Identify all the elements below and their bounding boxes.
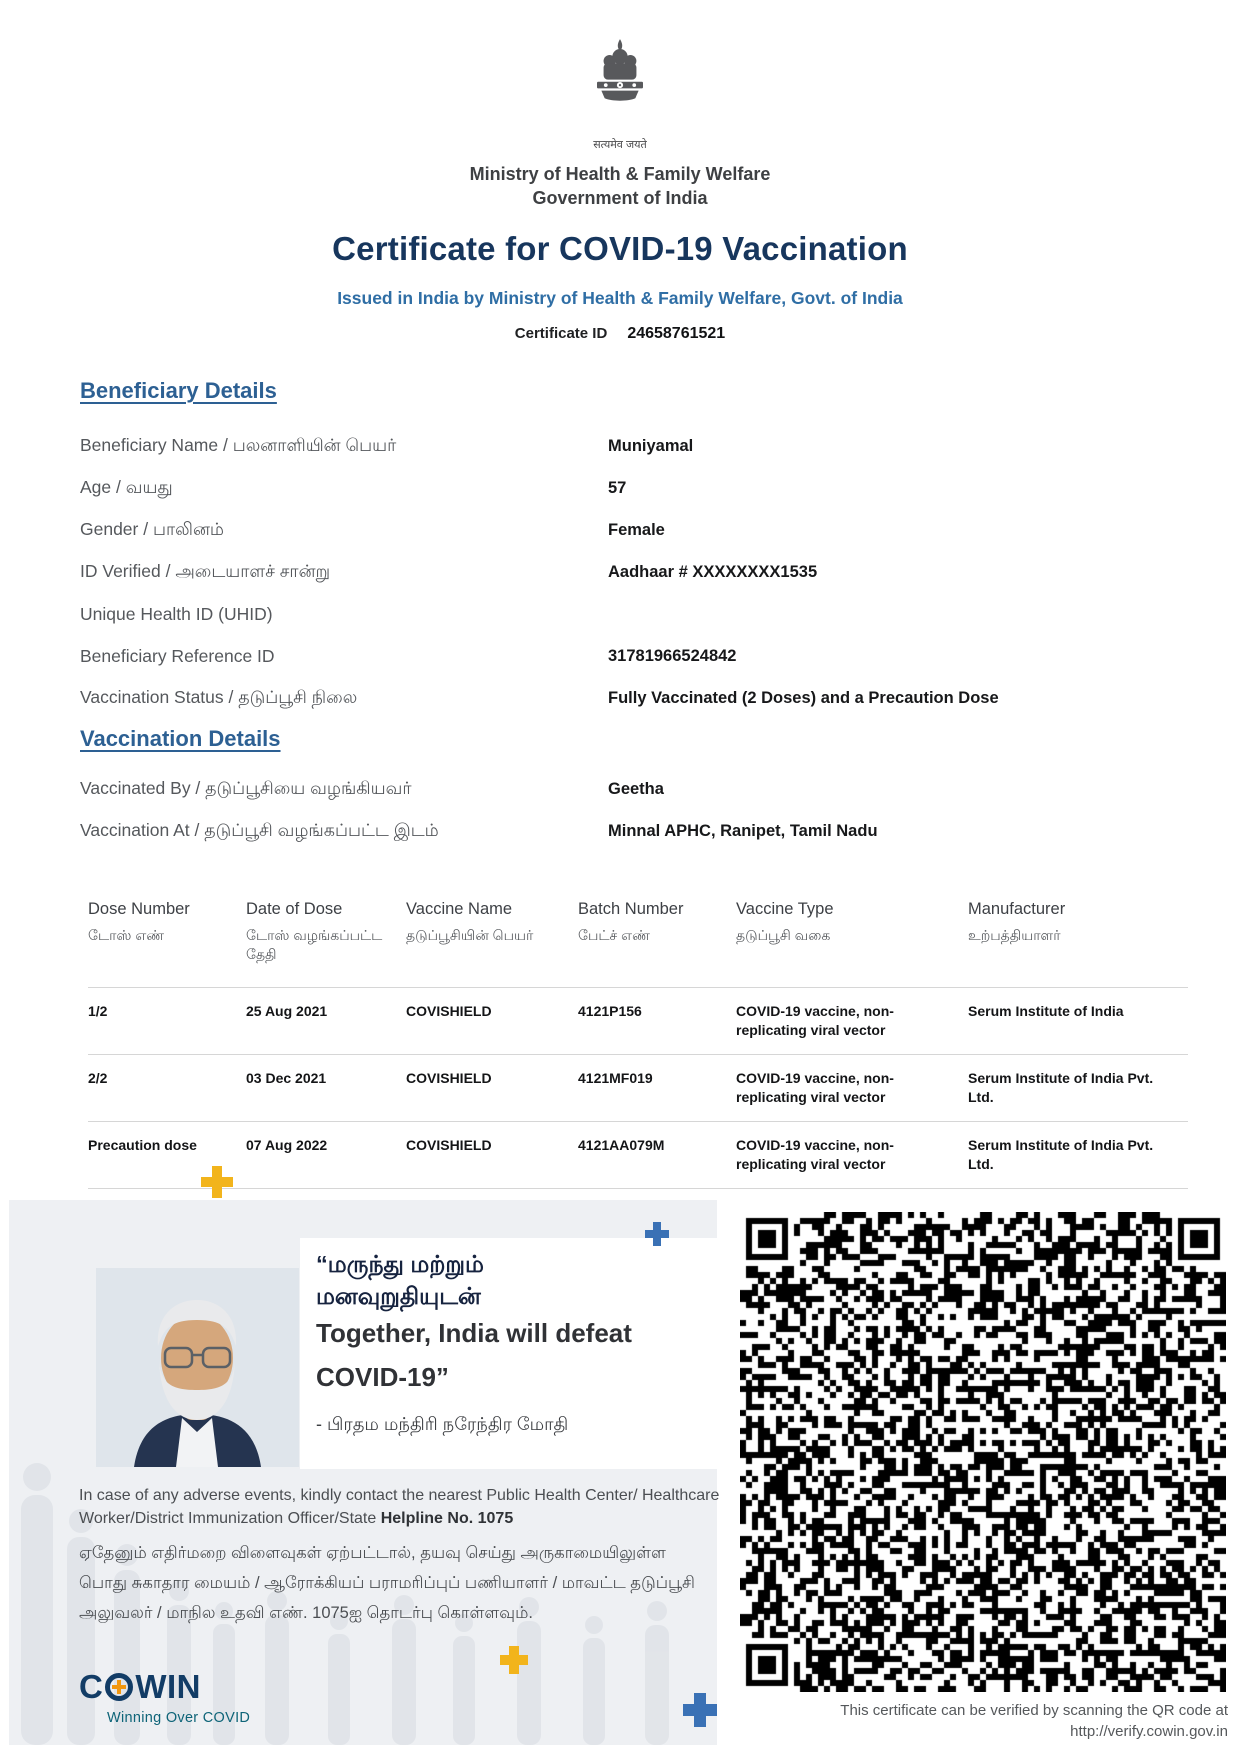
- quote-tamil-line2: மனவுறுதியுடன்: [316, 1283, 481, 1309]
- vaccination-details-heading: Vaccination Details: [80, 726, 281, 751]
- table-cell: COVISHIELD: [406, 988, 578, 1055]
- detail-row-vaccinated-by: [80, 768, 1200, 810]
- cowin-o-plus-icon: [105, 1673, 133, 1701]
- certificate-id-value: 24658761521: [627, 325, 726, 342]
- quote-tamil-line1: “மருந்து மற்றும்: [316, 1251, 484, 1277]
- field-value: Fully Vaccinated (2 Doses) and a Precaution Dose: [608, 688, 999, 707]
- field-value: Female: [608, 520, 665, 539]
- pm-portrait-image: [96, 1268, 299, 1467]
- detail-row-age: [80, 467, 1200, 509]
- plus-decoration-icon: [645, 1222, 669, 1246]
- ministry-line1: Ministry of Health & Family Welfare: [469, 164, 771, 184]
- table-cell: Precaution dose: [88, 1122, 246, 1189]
- field-label: Beneficiary Name / பலனாளியின் பெயர்: [80, 434, 397, 455]
- cowin-letter-c: C: [79, 1668, 104, 1705]
- detail-row-uhid: [80, 593, 1200, 635]
- vaccination-details-list: [80, 768, 1200, 852]
- column-header-date-of-dose: Date of Dose டோஸ் வழங்கப்பட்ட தேதி: [246, 900, 406, 988]
- table-cell: 4121P156: [578, 988, 736, 1055]
- ministry-line2: Government of India: [532, 188, 708, 208]
- certificate-id-row: [0, 325, 1240, 343]
- beneficiary-details-heading: Beneficiary Details: [80, 378, 277, 403]
- quote-english-line1: Together, India will defeat: [316, 1318, 632, 1348]
- column-header-manufacturer: Manufacturer உற்பத்தியாளர்: [968, 900, 1188, 988]
- field-label: Age / வயது: [80, 476, 173, 497]
- detail-row-reference-id: [80, 635, 1200, 677]
- table-cell: 03 Dec 2021: [246, 1055, 406, 1122]
- dose-table: [88, 900, 1188, 1189]
- pm-portrait: [96, 1268, 299, 1467]
- detail-row-vaccination-at: [80, 810, 1200, 852]
- field-label: Vaccination At / தடுப்பூசி வழங்கப்பட்ட இடம்: [80, 819, 439, 840]
- field-label: Vaccinated By / தடுப்பூசியை வழங்கியவர்: [80, 777, 412, 798]
- cowin-letters-win: WIN: [135, 1668, 201, 1705]
- table-cell: 4121AA079M: [578, 1122, 736, 1189]
- table-cell: Serum Institute of India: [968, 988, 1188, 1055]
- detail-row-beneficiary-name: [80, 425, 1200, 467]
- ashoka-emblem-icon: [587, 38, 653, 130]
- table-cell: 4121MF019: [578, 1055, 736, 1122]
- table-cell: COVISHIELD: [406, 1055, 578, 1122]
- table-cell: 2/2: [88, 1055, 246, 1122]
- cowin-tagline: Winning Over COVID: [107, 1710, 251, 1726]
- page-subtitle: Issued in India by Ministry of Health & Family Welfare, Govt. of India: [337, 288, 903, 308]
- field-label: ID Verified / அடையாளச் சான்று: [80, 560, 331, 581]
- plus-decoration-icon: [683, 1693, 717, 1727]
- column-header-batch-number: Batch Number பேட்ச் எண்: [578, 900, 736, 988]
- qr-code: [740, 1212, 1226, 1692]
- beneficiary-details-list: [80, 425, 1200, 719]
- table-cell: COVISHIELD: [406, 1122, 578, 1189]
- column-header-vaccine-type: Vaccine Type தடுப்பூசி வகை: [736, 900, 968, 988]
- field-value: Geetha: [608, 779, 664, 798]
- table-cell: Serum Institute of India Pvt. Ltd.: [968, 1055, 1188, 1122]
- adverse-events-text: In case of any adverse events, kindly contact the nearest Public Health Center/ Healthcare Worker/District Immunization Officer/State Helpline No. 1075: [79, 1487, 720, 1527]
- quote-attribution: - பிரதம மந்திரி நரேந்திர மோதி: [316, 1414, 569, 1434]
- field-value: 57: [608, 478, 627, 497]
- detail-row-id-verified: [80, 551, 1200, 593]
- table-cell: 07 Aug 2022: [246, 1122, 406, 1189]
- national-emblem: [0, 38, 1240, 152]
- emblem-motto: सत्यमेव जयते: [593, 139, 647, 151]
- field-label: Beneficiary Reference ID: [80, 645, 275, 666]
- field-label: Gender / பாலினம்: [80, 518, 224, 539]
- verify-text: This certificate can be verified by scanning the QR code at: [840, 1702, 1228, 1719]
- field-value: 31781966524842: [608, 646, 737, 665]
- detail-row-vaccination-status: [80, 677, 1200, 719]
- detail-row-gender: [80, 509, 1200, 551]
- ministry-header: [0, 162, 1240, 210]
- table-cell: 25 Aug 2021: [246, 988, 406, 1055]
- table-cell: Serum Institute of India Pvt. Ltd.: [968, 1122, 1188, 1189]
- cowin-logo: [79, 1668, 250, 1726]
- table-cell: COVID-19 vaccine, non-replicating viral vector: [736, 1055, 968, 1122]
- field-label: Vaccination Status / தடுப்பூசி நிலை: [80, 686, 358, 707]
- helpline-number: Helpline No. 1075: [380, 1510, 514, 1527]
- certificate-id-label: Certificate ID: [514, 325, 608, 342]
- adverse-events-text-tamil: ஏதேனும் எதிர்மறை விளைவுகள் ஏற்பட்டால், தயவு செய்து அருகாமையிலுள்ள பொது சுகாதார மையம் / ஆரோக்கியப் பராமரிப்புப் பணியாளர் / மாவட்ட தடுப்பூசி அலுவலர் / மாநில உதவி எண். 1075ஐ தொடர்பு கொள்ளவும்.: [79, 1544, 695, 1622]
- table-cell: COVID-19 vaccine, non-replicating viral vector: [736, 988, 968, 1055]
- table-cell: 1/2: [88, 988, 246, 1055]
- plus-decoration-icon: [500, 1646, 528, 1674]
- verify-note: [740, 1700, 1228, 1742]
- page-title: Certificate for COVID-19 Vaccination: [332, 230, 908, 267]
- column-header-vaccine-name: Vaccine Name தடுப்பூசியின் பெயர்: [406, 900, 578, 988]
- table-cell: COVID-19 vaccine, non-replicating viral vector: [736, 1122, 968, 1189]
- verify-url-link[interactable]: http://verify.cowin.gov.in: [1070, 1723, 1228, 1740]
- field-value: Muniyamal: [608, 436, 694, 455]
- quote-english-line2: COVID-19”: [316, 1362, 449, 1392]
- field-value: Minnal APHC, Ranipet, Tamil Nadu: [608, 821, 878, 840]
- field-label: Unique Health ID (UHID): [80, 603, 273, 624]
- plus-decoration-icon: [201, 1166, 233, 1198]
- field-value: Aadhaar # XXXXXXXX1535: [608, 562, 818, 581]
- column-header-dose-number: Dose Number டோஸ் எண்: [88, 900, 246, 988]
